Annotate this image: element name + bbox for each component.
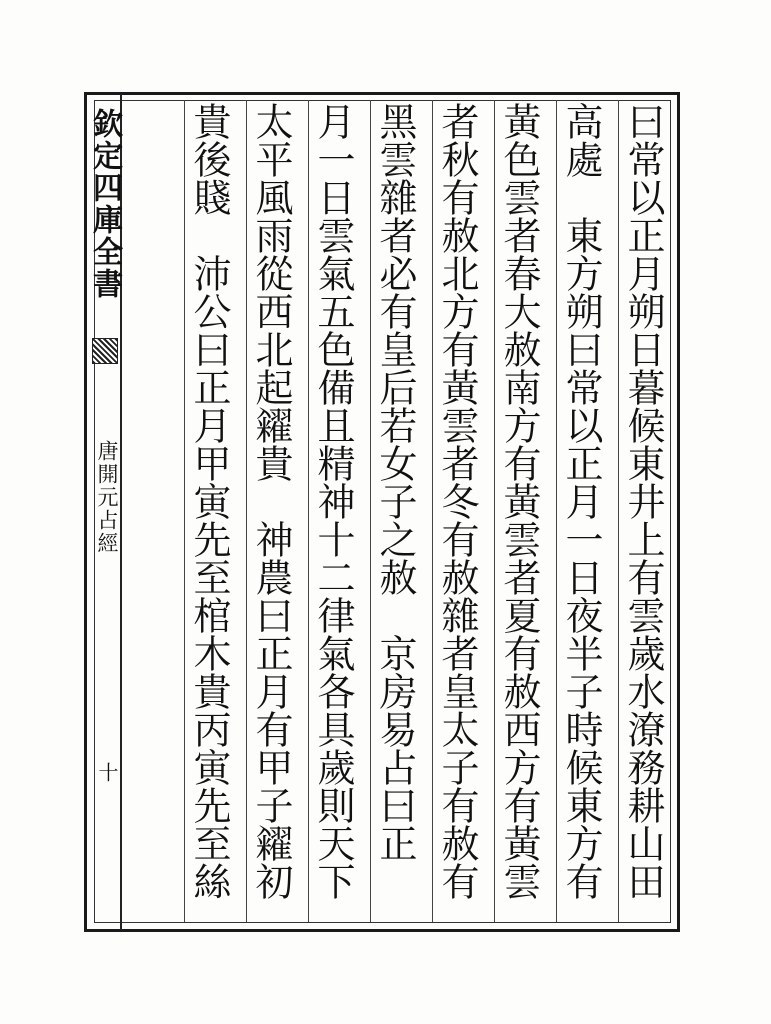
text-column-7: 太平風雨從西北起糴貴 神農曰正月有甲子糴初 [249,102,293,900]
margin-page-number: 十 [95,762,119,782]
text-column-1: 曰常以正月朔日暮候東井上有雲歲水潦務耕山田 [621,102,665,900]
fishtail-mark-icon [92,338,118,364]
text-column-2: 高處 東方朔曰常以正月一日夜半子時候東方有 [559,102,603,900]
text-column-4: 者秋有赦北方有黃雲者冬有赦雜者皇太子有赦有 [435,102,479,900]
text-column-3: 黃色雲者春大赦南方有黃雲者夏有赦西方有黃雲 [497,102,541,900]
margin-title: 欽定四庫全書 [87,108,122,300]
text-column-6: 月一日雲氣五色備且精神十二律氣各具歲則天下 [311,102,355,900]
margin-subtitle: 唐開元占經 [95,440,119,555]
text-column-5: 黑雲雜者必有皇后若女子之赦 京房易占曰正 [373,102,417,862]
text-column-8: 貴後賤 沛公曰正月甲寅先至棺木貴丙寅先至絲 [187,102,231,900]
